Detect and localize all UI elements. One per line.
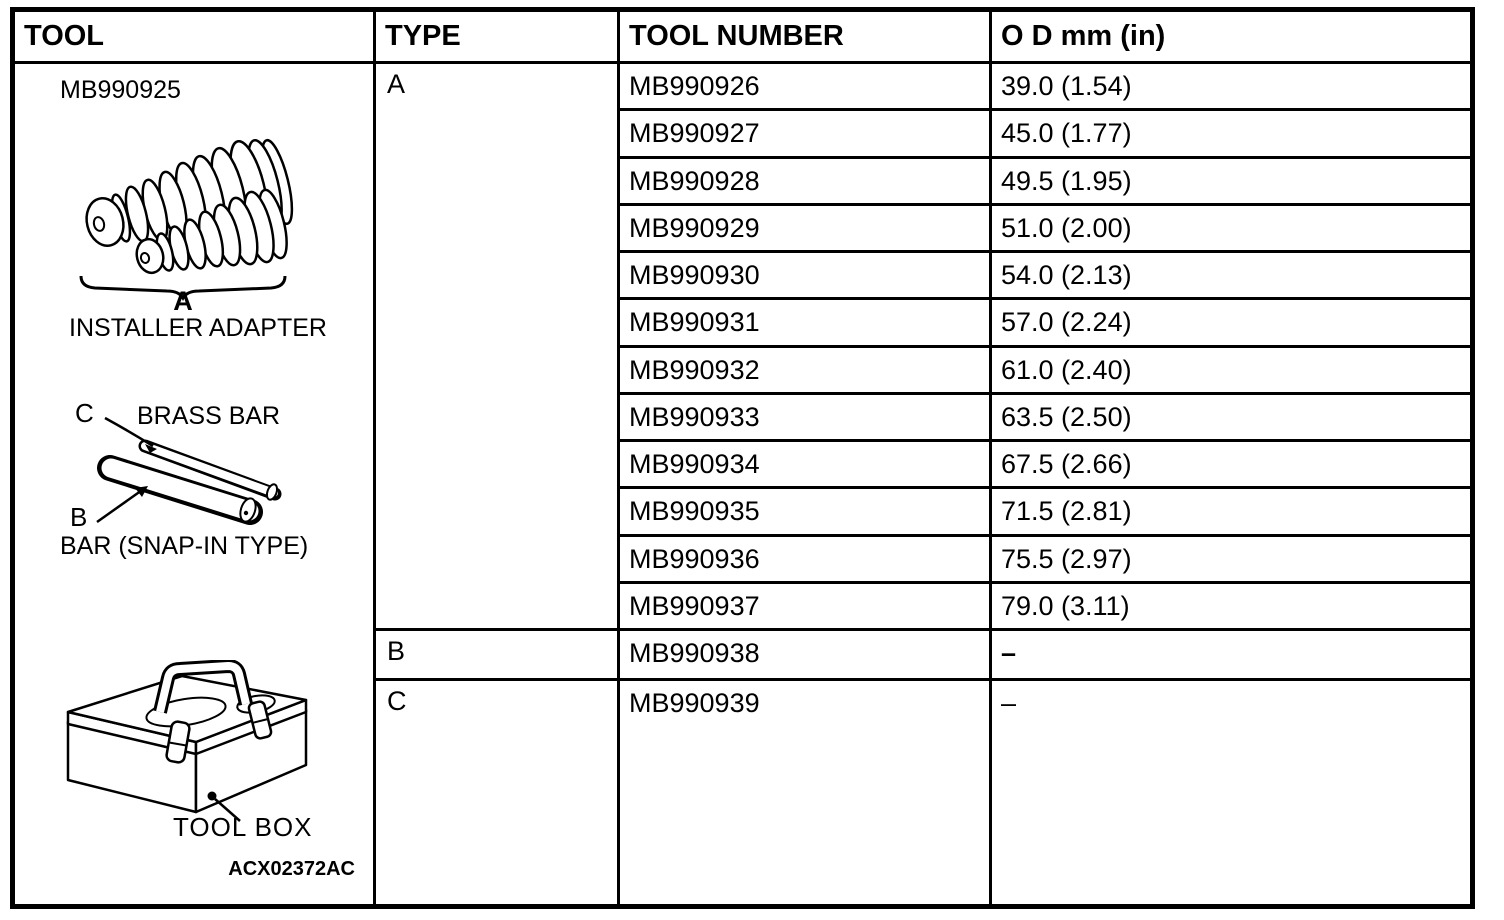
tool-number-cell: MB990938 [619, 630, 991, 680]
header-od: O D mm (in) [991, 10, 1473, 63]
od-cell: 67.5 (2.66) [991, 441, 1473, 488]
tool-illustration-cell [13, 63, 375, 907]
type-cell-c: C [375, 680, 619, 907]
tool-number-cell: MB990929 [619, 204, 991, 251]
tool-number-cell: MB990928 [619, 157, 991, 204]
tool-number-cell: MB990932 [619, 346, 991, 393]
tool-number-cell: MB990930 [619, 252, 991, 299]
od-cell: – [991, 680, 1473, 907]
snap-in-bar-callout: B [70, 502, 88, 532]
brass-bar-label: BRASS BAR [137, 402, 281, 430]
tool-number-cell: MB990926 [619, 63, 991, 110]
type-cell-a: A [375, 63, 619, 630]
od-cell: 45.0 (1.77) [991, 110, 1473, 157]
brass-bar-callout: C [75, 398, 94, 428]
od-cell: 39.0 (1.54) [991, 63, 1473, 110]
od-cell: 79.0 (3.11) [991, 582, 1473, 629]
tool-box-illustration [60, 660, 315, 825]
header-row [13, 10, 1473, 63]
table-row [13, 63, 1473, 110]
header-tool-number: TOOL NUMBER [619, 10, 991, 63]
od-cell: 75.5 (2.97) [991, 535, 1473, 582]
od-cell: 49.5 (1.95) [991, 157, 1473, 204]
tool-box-label: TOOL BOX [173, 812, 313, 842]
installer-adapter-label: INSTALLER ADAPTER [69, 314, 327, 342]
header-tool: TOOL [13, 10, 375, 63]
special-tools-table [10, 7, 1475, 909]
header-type: TYPE [375, 10, 619, 63]
part-number-label: MB990925 [60, 76, 181, 104]
bars-illustration [65, 416, 300, 541]
od-cell: 71.5 (2.81) [991, 488, 1473, 535]
type-cell-b: B [375, 630, 619, 680]
tool-number-cell: MB990934 [619, 441, 991, 488]
od-cell: 57.0 (2.24) [991, 299, 1473, 346]
tool-number-cell: MB990937 [619, 582, 991, 629]
od-cell: – [991, 630, 1473, 680]
tool-cell-content [15, 64, 373, 904]
tool-number-cell: MB990935 [619, 488, 991, 535]
figure-code: ACX02372AC [228, 858, 355, 880]
installer-adapter-callout: A [173, 286, 193, 316]
snap-in-bar-label: BAR (SNAP-IN TYPE) [60, 532, 309, 560]
od-cell: 54.0 (2.13) [991, 252, 1473, 299]
tool-number-cell: MB990933 [619, 393, 991, 440]
installer-adapter-illustration [67, 138, 312, 303]
tool-number-cell: MB990936 [619, 535, 991, 582]
tool-number-cell: MB990939 [619, 680, 991, 907]
tool-number-cell: MB990927 [619, 110, 991, 157]
od-cell: 51.0 (2.00) [991, 204, 1473, 251]
od-cell: 63.5 (2.50) [991, 393, 1473, 440]
od-cell: 61.0 (2.40) [991, 346, 1473, 393]
tool-number-cell: MB990931 [619, 299, 991, 346]
